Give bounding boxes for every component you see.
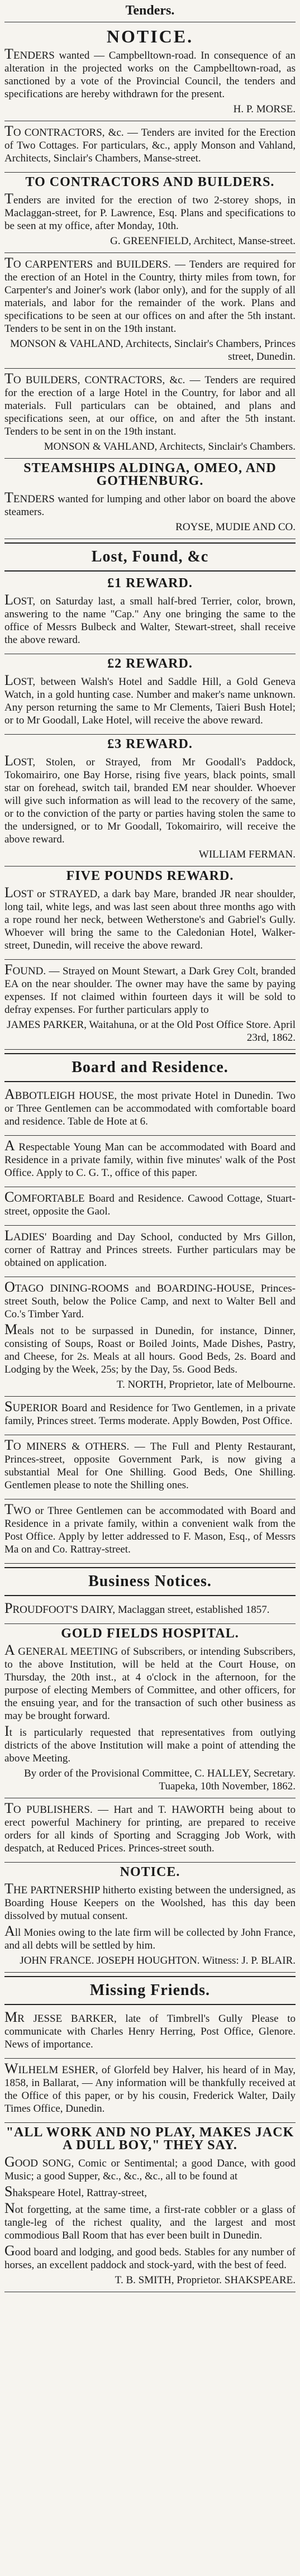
advertisement — [4, 2123, 296, 2292]
advertisement-body: MR JESSE BARKER, late of Timbrell's Gully Please to communicate with Charles Henry Herring, Post Office, Glenore. News of importance. — [4, 2009, 296, 2050]
advertisement-body: SUPERIOR Board and Residence for Two Gentlemen, in a private family, Princes street. Terms moderate. Apply Bowden, Post Office. — [4, 1398, 296, 1427]
advertisement-body: FOUND. — Strayed on Mount Stewart, a Dark Grey Colt, branded EA on the near shoulder. The owner may have the same by paying expenses. If not claimed within fourteen days it will be sold to defray expenses. For further particulars apply to — [4, 961, 296, 1016]
advertisement-body: LOST, Stolen, or Strayed, from Mr Goodall's Paddock, Tokomairiro, one Bay Horse, rising five years, black points, small star on forehead, switch tail, branded EM near shoulder. Whoever will give such information as will lead to the recovery of the same, or to the conviction of the party or parties having stolen the same to the undersigned, or to Mr Goodall, Tokomairiro, will receive the above reward. — [4, 753, 296, 845]
advertisement — [4, 1084, 296, 1136]
advertisement-heading: £3 REWARD. — [107, 737, 193, 751]
advertisement-signature: T. B. SMITH, Proprietor. SHAKSPEARE. — [115, 2274, 296, 2286]
advertisement-heading: £1 REWARD. — [107, 576, 193, 591]
advertisement-body: TO CARPENTERS and BUILDERS. — Tenders are required for the erection of an Hotel in the Country, thirty miles from town, for Carpenter's and Joiner's work (labor only), and for the supply of all materials, and labor for the remainder of the work. Plans and specifications to be seen at our offices on and after the 5th instant. Tenders to be sent in on the 19th instant. — [4, 255, 296, 335]
advertisement — [4, 2059, 296, 2123]
advertisement — [4, 1798, 296, 1863]
advertisement-signature: JAMES PARKER, Waitahuna, or at the Old Post Office Store. April 23rd, 1862. — [7, 1019, 296, 1044]
advertisement — [4, 1187, 296, 1226]
advertisement-body: GOOD SONG, Comic or Sentimental; a good Dance, with good Music; a good Supper, &c., &c., &c., all to be found at — [4, 2154, 296, 2182]
advertisement-body: TWO or Three Gentlemen can be accommodated with Board and Residence in a private family, within a convenient walk from the Post Office. Apply by letter addressed to F. Mason, Esq., of Messrs Ma on and Co. Rattray-street. — [4, 1501, 296, 1555]
advertisement-signature: WILLIAM FERMAN. — [198, 849, 296, 860]
advertisement — [4, 173, 296, 253]
advertisement — [4, 121, 296, 173]
advertisement-signature: G. GREENFIELD, Architect, Manse-street. — [110, 235, 296, 247]
advertisement-body: All Monies owing to the late firm will be collected by John France, and all debts will be settled by him. — [4, 1923, 296, 1951]
section-heading: Board and Residence. — [4, 1053, 296, 1082]
advertisement-signature: JOHN FRANCE. JOSEPH HOUGHTON. Witness: J. P. BLAIR. — [20, 1955, 296, 1966]
advertisement-body: Meals not to be surpassed in Dunedin, for instance, Dinner, consisting of Soups, Roast or Boiled Joints, Made Dishes, Pastry, and Cheese, for 2s. Meals at all hours. Good Beds, 2s. Board and Lodging by the Week, 25s; by the Day, 5s. Good Beds. — [4, 1321, 296, 1375]
advertisement-signature: MONSON & VAHLAND, Architects, Sinclair's Chambers, Princes street, Dunedin. — [10, 338, 296, 363]
advertisement-body: COMFORTABLE Board and Residence. Cawood Cottage, Stuart-street, opposite the Gaol. — [4, 1189, 296, 1217]
advertisement-body: A Respectable Young Man can be accommodated with Board and Residence in a private family, within five minutes' walk of the Post Office. Apply to C. G. T., office of this paper. — [4, 1137, 296, 1179]
advertisement-body: ABBOTLEIGH HOUSE, the most private Hotel in Dunedin. Two or Three Gentlemen can be accommodated with comfortable board and residence. Table de Hote at 6. — [4, 1086, 296, 1127]
advertisement — [4, 654, 296, 735]
advertisement — [4, 1136, 296, 1187]
advertisement-heading: STEAMSHIPS ALDINGA, OMEO, AND GOTHENBURG. — [23, 461, 277, 488]
advertisement — [4, 1397, 296, 1435]
advertisement — [4, 1277, 296, 1397]
advertisement-body: TO PUBLISHERS. — Hart and T. HAWORTH being about to erect powerful Machinery for printing, are prepared to receive orders for all kinds of Sporting and Scragging Job Work, with despatch, at Reduced Prices. Princes-street south. — [4, 1800, 296, 1854]
section-heading: Missing Friends. — [4, 1976, 296, 2005]
advertisement-heading: "ALL WORK AND NO PLAY, MAKES JACK A DULL BOY," THEY SAY. — [6, 2125, 294, 2153]
advertisement-signature: ROYSE, MUDIE AND CO. — [175, 521, 296, 533]
advertisement-signature: T. NORTH, Proprietor, late of Melbourne. — [116, 1379, 296, 1391]
advertisement — [4, 369, 296, 459]
advertisement-signature: By order of the Provisional Committee, C. HALLEY, Secretary. Tuapeka, 10th November, 1862. — [24, 1768, 296, 1792]
advertisement-heading: GOLD FIELDS HOSPITAL. — [61, 1626, 239, 1641]
advertisement-body: Shakspeare Hotel, Rattray-street, — [4, 2183, 147, 2199]
advertisement-body: WILHELM ESHER, of Glorfeld bey Halver, his heard of in May, 1858, in Ballarat, — Any information will be thankfully received at the Office of this paper, or by his cousin, Frederick Walter, Daily Times Office, Dunedin. — [4, 2060, 296, 2115]
advertisement-body: It is particularly requested that representatives from outlying districts of the above Institution will make a point of attending the above Meeting. — [4, 1723, 296, 1764]
advertisement — [4, 253, 296, 369]
advertisement — [4, 1435, 296, 1499]
advertisement — [4, 1598, 296, 1624]
advertisement-body: LOST, between Walsh's Hotel and Saddle Hill, a Gold Geneva Watch, in a gold hunting case. Number and maker's name unknown. Any person returning the same to Mr Clements, Taieri Bush Hotel; or to Mr Goodall, Lake Hotel, will receive the above reward. — [4, 672, 296, 726]
advertisement — [4, 459, 296, 539]
advertisement — [4, 1624, 296, 1798]
advertisement-body: Good board and lodging, and good beds. Stables for any number of horses, an excellent paddock and stock-yard, with the best of feed. — [4, 2242, 296, 2271]
advertisement-body: OTAGO DINING-ROOMS and BOARDING-HOUSE, Princes-street South, below the Police Camp, and next to Walter Bell and Co.'s Timber Yard. — [4, 1279, 296, 1320]
advertisement-body: TENDERS wanted for lumping and other labor on board the above steamers. — [4, 489, 296, 518]
advertisement-body: LOST, on Saturday last, a small half-bred Terrier, color, brown, answering to the name "Cap." Any one bringing the same to the office of Messrs Bulbeck and Walter, Stewart-street, shall receive the above reward. — [4, 592, 296, 646]
advertisement — [4, 866, 296, 960]
advertisement-body: Not forgetting, at the same time, a first-rate cobbler or a glass of tangle-leg of the richest quality, and the largest and most commodious Ball Room that has ever been built in Dunedin. — [4, 2200, 296, 2241]
advertisement-body: THE PARTNERSHIP hitherto existing between the undersigned, as Boarding House Keepers on the Woolshed, has this day been dissolved by mutual consent. — [4, 1880, 296, 1922]
advertisement — [4, 2007, 296, 2059]
advertisement-signature: H. P. MORSE. — [233, 103, 296, 115]
advertisement — [4, 735, 296, 866]
advertisement — [4, 960, 296, 1050]
advertisement-body: A GENERAL MEETING of Subscribers, or intending Subscribers, to the above Institution, will be held at the Court House, on Thursday, the 20th inst., at 4 o'clock in the afternoon, for the purpose of electing Members of Committee, and other officers, for the ensuing year, and for the transaction of such other business as may be brought forward. — [4, 1642, 296, 1722]
advertisement — [4, 1499, 296, 1564]
advertisement-body: TO BUILDERS, CONTRACTORS, &c. — Tenders are required for the erection of a large Hotel in the Country, for labor and all materials. Full particulars can be obtained, and plans and specifications seen, at our office, on and after the 5th instant. Tenders to be sent in on the 19th instant. — [4, 370, 296, 437]
advertisement — [4, 1226, 296, 1277]
advertisement-heading: £2 REWARD. — [107, 656, 193, 671]
advertisement-heading: NOTICE. — [120, 1865, 180, 1879]
advertisement-heading: TO CONTRACTORS AND BUILDERS. — [25, 175, 275, 189]
advertisement-body: LADIES' Boarding and Day School, conducted by Mrs Gillon, corner of Rattray and Princes streets. Further particulars may be obtained on application. — [4, 1227, 296, 1269]
advertisement — [4, 1863, 296, 1973]
page-heading: Tenders. — [4, 3, 296, 22]
advertisement-body: TO MINERS & OTHERS. — The Full and Plenty Restaurant, Princes-street, opposite Government Park, is now giving a substantial Meal for One Shilling. Good Beds, One Shilling. Gentlemen please to note the Shilling ones. — [4, 1437, 296, 1491]
advertisement-heading: FIVE POUNDS REWARD. — [66, 869, 234, 883]
advertisement-body: LOST or STRAYED, a dark bay Mare, branded JR near shoulder, long tail, white legs, and was last seen about three months ago with a rope round her neck, between Wetherstone's and Gabriel's Gully. Whoever will bring the same to the Caledonian Hotel, Walker-street, Dunedin, will receive the above reward. — [4, 884, 296, 951]
advertisement-body: Tenders are invited for the erection of two 2-storey shops, in Maclaggan-street, for P. Lawrence, Esq. Plans and specifications to be seen at my office, after Monday, 10th. — [4, 191, 296, 232]
advertisement — [4, 574, 296, 654]
advertisement — [4, 26, 296, 121]
content-column — [4, 26, 296, 2292]
advertisement-signature: MONSON & VAHLAND, Architects, Sinclair's Chambers. — [44, 441, 296, 453]
advertisement-heading: NOTICE. — [106, 26, 194, 46]
advertisement-body: PROUDFOOT'S DAIRY, Maclaggan street, established 1857. — [4, 1600, 270, 1616]
section-heading: Lost, Found, &c — [4, 542, 296, 572]
advertisement-body: TO CONTRACTORS, &c. — Tenders are invited for the Erection of Two Cottages. For particulars, &c., apply Monson and Vahland, Architects, Sinclair's Chambers, Manse-street. — [4, 123, 296, 164]
advertisement-body: TENDERS wanted — Campbelltown-road. In consequence of an alteration in the projected works on the Campbelltown-road, as sanctioned by a vote of the Provincial Council, the tenders and specifications are hereby withdrawn for the present. — [4, 46, 296, 100]
section-heading: Business Notices. — [4, 1567, 296, 1596]
